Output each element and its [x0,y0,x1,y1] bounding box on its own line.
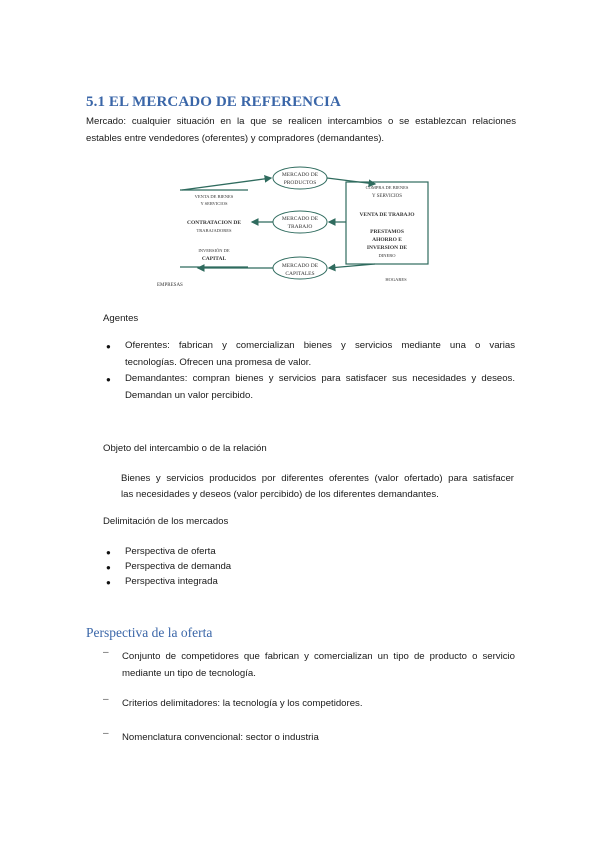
agentes-title: Agentes [103,313,139,324]
left-box-line1: VENTA DE BIENES [194,194,234,199]
intro-line-2: estables entre vendedores (oferentes) y compradores (demandantes). [86,133,385,144]
oval-top-line2: PRODUCTOS [283,180,317,186]
right-box-line5: AHORRO E [372,237,402,243]
arrow-empresas-productos [182,178,271,190]
agentes-item2-line2: Demandan un valor percibido. [125,390,253,401]
left-box-line5: INVERSIÓN DE [198,248,230,253]
oval-bot-line1: MERCADO DE [281,263,319,269]
right-box-line6: INVERSION DE [366,245,408,251]
oval-mid-line2: TRABAJO [287,224,313,230]
intro-line-1: Mercado: cualquier situación en la que se realicen intercambios o se establezcan relaciones [86,116,516,127]
oval-top-line1: MERCADO DE [281,172,319,178]
bullet-icon: ● [106,375,111,384]
bullet-icon: ● [106,342,111,351]
delimitacion-item-2: Perspectiva de demanda [125,561,232,572]
right-box-line7: DINERO [378,253,396,258]
dash-bullet-icon: – [103,647,109,658]
right-box-line4: PRESTAMOS [370,229,404,235]
objeto-line1: Bienes y servicios producidos por diferentes oferentes (valor ofertado) para satisfacer [121,473,514,484]
left-label: EMPRESAS [157,283,183,288]
objeto-title: Objeto del intercambio o de la relación [103,443,267,454]
delimitacion-item-3: Perspectiva integrada [125,576,218,587]
left-box-line2: Y SERVICIOS [200,201,228,206]
market-diagram [150,160,440,300]
left-box-line4: TRABAJADORES [196,228,232,233]
left-box-line3: CONTRATACION DE [186,220,242,226]
oferta-item3: Nomenclatura convencional: sector o industria [122,732,319,743]
oval-bot-line2: CAPITALES [285,271,315,277]
delimitacion-item-1: Perspectiva de oferta [125,546,216,557]
agentes-item1-line2: tecnologías. Ofrecen una promesa de valor. [125,357,312,368]
right-box-line2: Y SERVICIOS [371,194,403,199]
objeto-line2: las necesidades y deseos (valor percibido) de los diferentes demandantes. [121,489,439,500]
right-box-line1: COMPRA DE BIENES [365,185,409,190]
left-box-line6: CAPITAL [201,256,227,262]
right-label: HOGARES [385,277,407,282]
oferta-item2: Criterios delimitadores: la tecnología y los competidores. [122,698,363,709]
dash-bullet-icon: – [103,728,109,739]
bullet-icon: ● [106,563,111,572]
bullet-icon: ● [106,548,111,557]
agentes-item1-line1: Oferentes: fabrican y comercializan bienes y servicios mediante una o varias [125,340,515,351]
dash-bullet-icon: – [103,694,109,705]
oval-mid-line1: MERCADO DE [281,216,319,222]
perspectiva-oferta-title: Perspectiva de la oferta [86,625,213,640]
oferta-item1-line1: Conjunto de competidores que fabrican y comercializan un tipo de producto o servicio [122,651,515,662]
right-box-line3: VENTA DE TRABAJO [359,212,415,218]
delimitacion-title: Delimitación de los mercados [103,516,229,527]
arrow-hogares-capitales [329,264,375,268]
section-title: 5.1 EL MERCADO DE REFERENCIA [86,94,341,110]
agentes-item2-line1: Demandantes: compran bienes y servicios para satisfacer sus necesidades y deseos. [125,373,515,384]
oferta-item1-line2: mediante un tipo de tecnología. [122,668,256,679]
bullet-icon: ● [106,578,111,587]
arrow-productos-hogares [327,178,375,184]
